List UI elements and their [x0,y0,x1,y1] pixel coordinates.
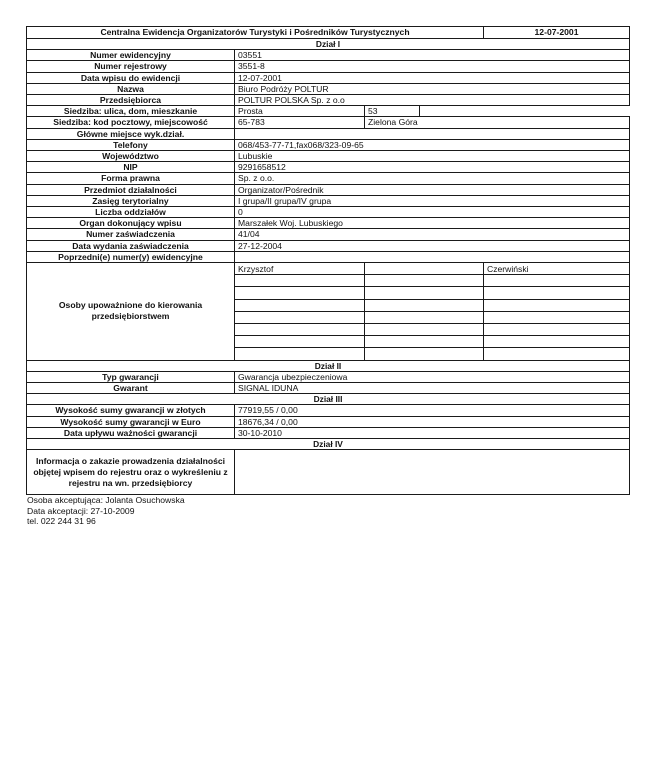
person-first-name [235,324,365,336]
house-number: 53 [365,106,420,117]
section-dzial-3-header-row [27,394,630,405]
section-dzial-4-title: Dział IV [27,438,630,449]
header-row [27,27,630,39]
person-first-name [235,299,365,311]
contact-phone: tel. 022 244 31 96 [27,516,96,527]
section-dzial-4-header-row [27,438,630,449]
section-title-dzial-1: Dział I [27,39,630,50]
guarantee-sum-1-label: Wysokość sumy gwarancji w Euro [27,416,235,427]
registry-table [26,26,630,495]
field-1-label: Numer rejestrowy [27,61,235,72]
street-row [27,106,630,117]
field-b5-row [27,184,630,195]
guarantee-sum-1-row [27,416,630,427]
field-b4-row [27,173,630,184]
field-b11-row [27,251,630,262]
field-b0-label: Główne miejsce wyk.dział. [27,128,235,139]
person-last-name [484,311,630,323]
field-b7-row [27,207,630,218]
postal-code: 65-783 [235,117,365,128]
guarantee-sum-0-row [27,405,630,416]
field-b10-value: 27-12-2004 [235,240,630,251]
persons-label: Osoby upoważnione do kierowania przedsiębiorstwem [27,263,235,361]
person-first-name [235,336,365,348]
field-2-label: Data wpisu do ewidencji [27,72,235,83]
field-3-row [27,83,630,94]
registry-document [26,26,629,527]
guarantee-1-label: Gwarant [27,382,235,393]
field-b0-row [27,128,630,139]
field-4-value: POLTUR POLSKA Sp. z o.o [235,95,630,106]
street-value: Prosta [235,106,365,117]
field-b3-label: NIP [27,162,235,173]
section-dzial-2-header-row [27,360,630,371]
street-label: Siedziba: ulica, dom, mieszkanie [27,106,235,117]
guarantee-sum-2-value: 30-10-2010 [235,427,630,438]
field-b2-value: Lubuskie [235,151,630,162]
person-middle-name [365,336,484,348]
prohibition-label: Informacja o zakazie prowadzenia działalności objętej wpisem do rejestru oraz o wykreśleniu z rejestru na wn. przedsiębiorcy [27,450,235,495]
field-1-row [27,61,630,72]
field-b5-value: Organizator/Pośrednik [235,184,630,195]
field-3-label: Nazwa [27,83,235,94]
guarantee-sum-1-value: 18676,34 / 0,00 [235,416,630,427]
person-first-name: Krzysztof [235,263,365,275]
prohibition-value [235,450,630,495]
guarantee-1-row [27,382,630,393]
person-last-name [484,275,630,287]
guarantee-sum-2-row [27,427,630,438]
field-1-value: 3551-8 [235,61,630,72]
field-b3-row [27,162,630,173]
field-b9-label: Numer zaświadczenia [27,229,235,240]
accepting-person: Osoba akceptująca: Jolanta Osuchowska [27,495,185,506]
field-0-row [27,50,630,61]
document-title: Centralna Ewidencja Organizatorów Turystyki i Pośredników Turystycznych [27,27,484,39]
section-dzial-2-title: Dział II [27,360,630,371]
field-b8-row [27,218,630,229]
footer [26,495,629,527]
guarantee-0-label: Typ gwarancji [27,371,235,382]
acceptance-date: Data akceptacji: 27-10-2009 [27,505,135,516]
field-4-label: Przedsiębiorca [27,95,235,106]
person-last-name: Czerwiński [484,263,630,275]
field-b11-value [235,251,630,262]
person-row [27,263,630,275]
field-b10-row [27,240,630,251]
person-middle-name [365,324,484,336]
person-first-name [235,275,365,287]
field-0-value: 03551 [235,50,630,61]
guarantee-sum-0-label: Wysokość sumy gwarancji w złotych [27,405,235,416]
field-b6-row [27,195,630,206]
field-b1-row [27,139,630,150]
guarantee-sum-2-label: Data upływu ważności gwarancji [27,427,235,438]
postal-row [27,117,630,128]
person-middle-name [365,287,484,299]
document-date: 12-07-2001 [484,27,630,39]
field-2-row [27,72,630,83]
city-value: Zielona Góra [365,117,630,128]
field-b6-value: I grupa/II grupa/IV grupa [235,195,630,206]
person-last-name [484,324,630,336]
postal-label: Siedziba: kod pocztowy, miejscowość [27,117,235,128]
field-b7-value: 0 [235,207,630,218]
guarantee-0-row [27,371,630,382]
field-b10-label: Data wydania zaświadczenia [27,240,235,251]
person-middle-name [365,311,484,323]
prohibition-row [27,450,630,495]
field-b5-label: Przedmiot działalności [27,184,235,195]
person-middle-name [365,275,484,287]
field-b0-value [235,128,630,139]
person-middle-name [365,348,484,360]
person-last-name [484,287,630,299]
field-4-row [27,95,630,106]
field-b3-value: 9291658512 [235,162,630,173]
person-last-name [484,299,630,311]
field-b8-value: Marszałek Woj. Lubuskiego [235,218,630,229]
section-dzial-3-title: Dział III [27,394,630,405]
person-first-name [235,348,365,360]
field-b6-label: Zasięg terytorialny [27,195,235,206]
field-b4-value: Sp. z o.o. [235,173,630,184]
guarantee-1-value: SIGNAL IDUNA [235,382,630,393]
field-2-value: 12-07-2001 [235,72,630,83]
flat-number [420,106,630,117]
field-b1-label: Telefony [27,139,235,150]
person-last-name [484,348,630,360]
person-first-name [235,287,365,299]
field-b8-label: Organ dokonujący wpisu [27,218,235,229]
field-b7-label: Liczba oddziałów [27,207,235,218]
guarantee-sum-0-value: 77919,55 / 0,00 [235,405,630,416]
guarantee-0-value: Gwarancja ubezpieczeniowa [235,371,630,382]
person-middle-name [365,299,484,311]
field-b9-value: 41/04 [235,229,630,240]
field-0-label: Numer ewidencyjny [27,50,235,61]
person-first-name [235,311,365,323]
field-b11-label: Poprzedni(e) numer(y) ewidencyjne [27,251,235,262]
field-b2-label: Województwo [27,151,235,162]
field-3-value: Biuro Podróży POLTUR [235,83,630,94]
field-b2-row [27,151,630,162]
field-b1-value: 068/453-77-71,fax068/323-09-65 [235,139,630,150]
field-b4-label: Forma prawna [27,173,235,184]
person-last-name [484,336,630,348]
person-middle-name [365,263,484,275]
field-b9-row [27,229,630,240]
